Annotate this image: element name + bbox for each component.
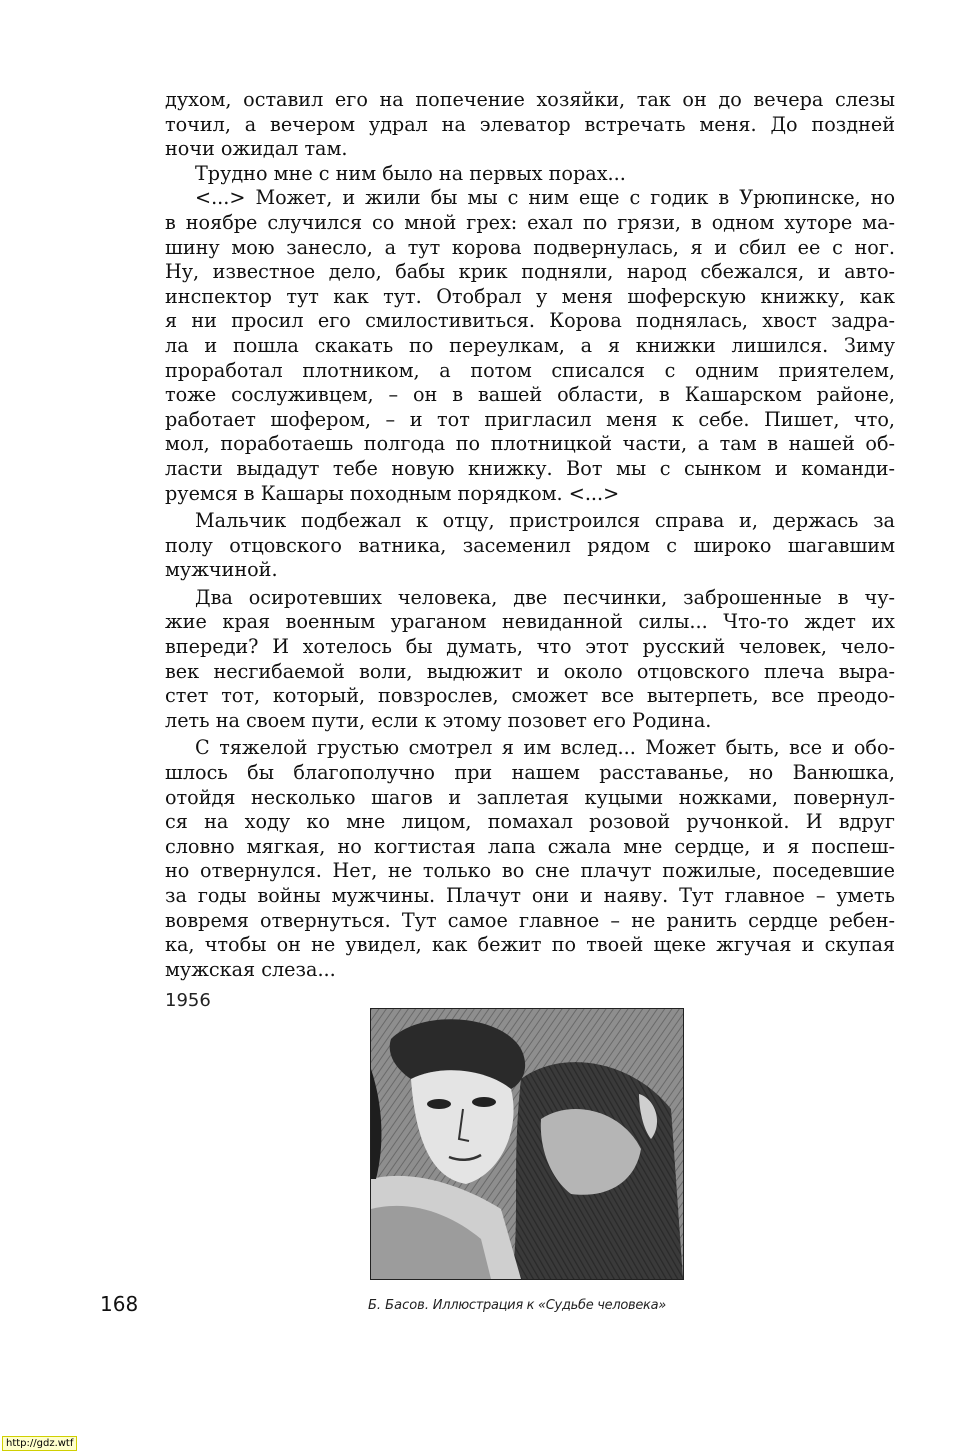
text-line: мужчиной.: [165, 558, 278, 582]
illustration: [370, 1008, 684, 1280]
text-line: Трудно мне с ним было на первых порах...: [195, 161, 626, 185]
text-line: инспектор тут как тут. Отобрал у меня шоферскую книжку, как: [165, 284, 895, 308]
story-text: [165, 88, 895, 982]
text-line: полу отцовского ватника, засеменил рядом с широко шагавшим: [165, 533, 895, 557]
illustration-caption: [368, 1298, 698, 1313]
page-number: 168: [100, 1292, 139, 1316]
watermark-link[interactable]: http://gdz.wtf: [2, 1436, 77, 1451]
text-line: С тяжелой грустью смотрел я им вслед... Может быть, все и обо-: [195, 736, 895, 760]
text-line: я ни просил его смилостивиться. Корова поднялась, хвост задра-: [165, 309, 895, 333]
text-line: точил, а вечером удрал на элеватор встречать меня. До поздней: [165, 112, 895, 136]
text-line: ла и пошла скакать по переулкам, а я книжки лишился. Зиму: [165, 333, 895, 357]
text-line: Два осиротевших человека, две песчинки, заброшенные в чу-: [195, 585, 895, 609]
text-line: словно мягкая, но когтистая лапа сжала мне сердце, и я поспеш-: [165, 834, 895, 858]
paragraph: [165, 186, 895, 506]
paragraph: [165, 509, 895, 583]
text-line: ся на ходу ко мне лицом, помахал розовой ручонкой. И вдруг: [165, 810, 895, 834]
text-line: проработал плотником, а потом списался с одним приятелем,: [165, 358, 895, 382]
text-line: ласти выдадут тебе новую книжку. Вот мы с сынком и команди-: [165, 456, 895, 480]
text-line: мужская слеза...: [165, 957, 336, 981]
paragraph: [165, 88, 895, 162]
text-line: Мальчик подбежал к отцу, пристроился справа и, держась за: [195, 509, 895, 533]
text-line: Ну, известное дело, бабы крик подняли, народ сбежался, и авто-: [165, 260, 895, 284]
text-line: леть на своем пути, если к этому позовет его Родина.: [165, 708, 712, 732]
illustration-drawing: [371, 1009, 683, 1279]
paragraph: [165, 162, 895, 187]
text-line: ночи ожидал там.: [165, 137, 348, 161]
text-line: жие края военным ураганом невиданной силы... Что-то ждет их: [165, 610, 895, 634]
text-line: шину мою занесло, а тут корова подвернулась, я и сбил ее с ног.: [165, 235, 895, 259]
text-line: отойдя несколько шагов и заплетая куцыми ножками, повернул-: [165, 785, 895, 809]
text-line: <...> Может, и жили бы мы с ним еще с годик в Урюпинске, но: [195, 186, 895, 210]
text-line: ка, чтобы он не увидел, как бежит по твоей щеке жгучая и скупая: [165, 933, 895, 957]
text-line: руемся в Кашары походным порядком. <...>: [165, 481, 620, 505]
text-line: шлось бы благополучно при нашем расставанье, но Ванюшка,: [165, 761, 895, 785]
text-line: в ноябре случился со мной грех: ехал по грязи, в одном хуторе ма-: [165, 210, 895, 234]
paragraph: [165, 736, 895, 982]
text-line: вовремя отвернуться. Тут самое главное – не ранить сердце ребен-: [165, 908, 895, 932]
text-line: впереди? И хотелось бы думать, что этот русский человек, чело-: [165, 635, 895, 659]
text-line: стет тот, который, повзрослев, сможет все вытерпеть, все преодо-: [165, 684, 895, 708]
caption-text: Иллюстрация к «Судьбе человека»: [428, 1298, 666, 1313]
text-line: работает шофером, – и тот пригласил меня к себе. Пишет, что,: [165, 407, 895, 431]
year: 1956: [165, 990, 211, 1011]
text-line: мол, поработаешь полгода по плотницкой части, а там в нашей об-: [165, 432, 895, 456]
paragraph: [165, 586, 895, 734]
text-line: духом, оставил его на попечение хозяйки, так он до вечера слезы: [165, 88, 895, 111]
text-line: но отвернулся. Нет, не только во сне плачут пожилые, поседевшие: [165, 859, 895, 883]
caption-author: Б. Басов.: [368, 1298, 429, 1313]
text-line: тоже сослуживцем, – он в вашей области, в Кашарском районе,: [165, 383, 895, 407]
text-line: за годы войны мужчины. Плачут они и наяву. Тут главное – уметь: [165, 884, 895, 907]
text-line: век несгибаемой воли, выдюжит и около отцовского плеча выра-: [165, 659, 895, 683]
